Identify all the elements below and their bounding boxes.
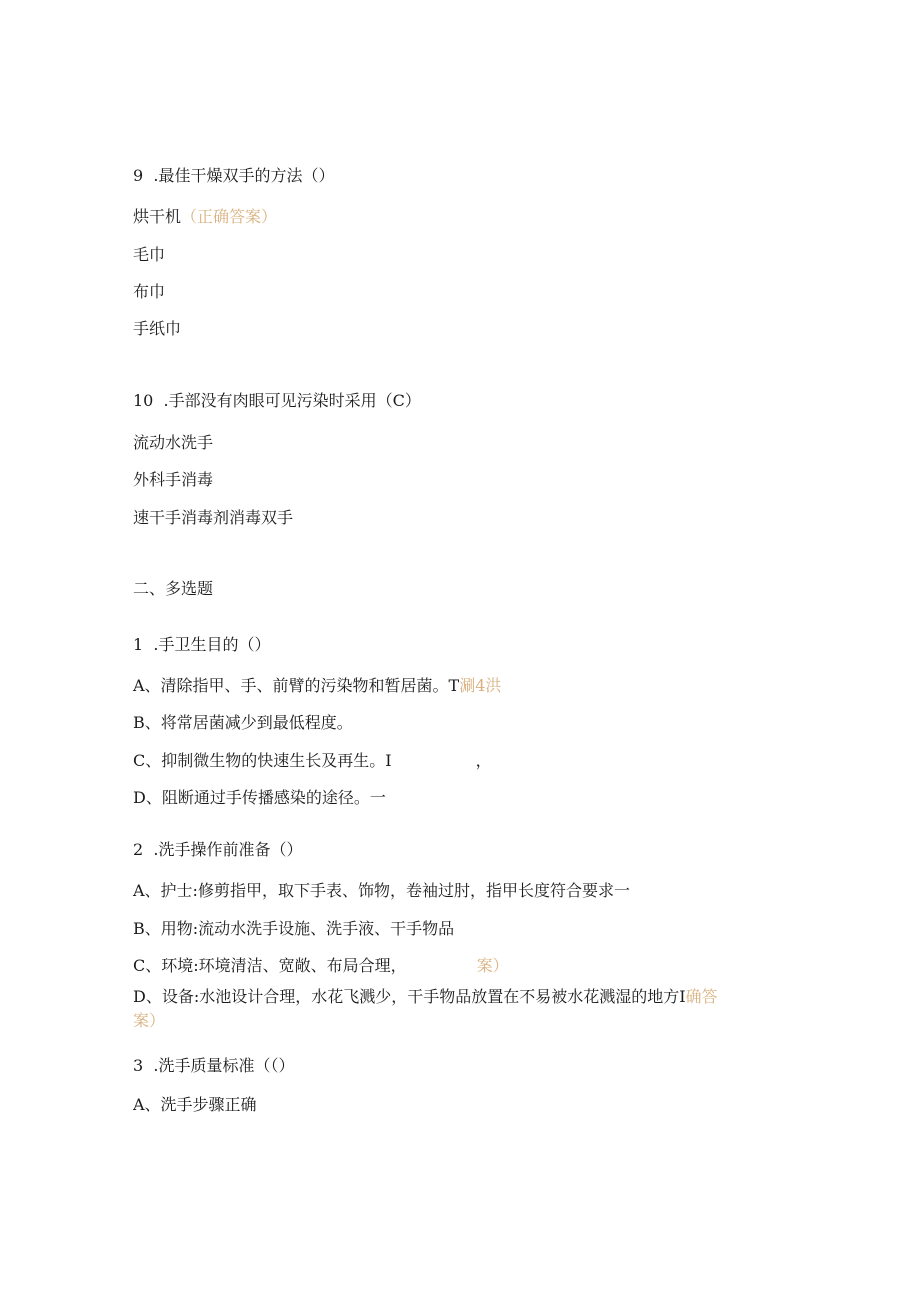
option-text: C、抑制微生物的快速生长及再生。I	[133, 751, 392, 770]
q9-option-1	[133, 206, 277, 228]
option-text: 烘干机	[133, 207, 182, 226]
m2-option-c	[133, 955, 509, 977]
q9-option-3: 布巾	[133, 282, 166, 301]
m3-option-a: A、洗手步骤正确	[133, 1095, 257, 1114]
q9-option-2: 毛巾	[133, 245, 166, 264]
m2-option-d-continuation: 案）	[133, 1011, 166, 1030]
option-text: A、清除指甲、手、前臂的污染物和暂居菌。T	[133, 676, 460, 695]
m1-option-a	[133, 675, 501, 697]
option-tail: ，	[475, 751, 492, 770]
answer-mark: 案）	[476, 956, 509, 975]
question-9: 9 .最佳干燥双手的方法（）	[133, 166, 335, 185]
option-text: C、环境:环境清洁、宽敞、布局合理，	[133, 956, 407, 975]
m1-option-b: B、将常居菌减少到最低程度。	[133, 713, 353, 732]
answer-mark: 确答	[685, 987, 718, 1006]
question-10: 10 .手部没有肉眼可见污染时采用（C）	[133, 391, 421, 410]
m1-option-c	[133, 750, 492, 772]
section-title: 二、多选题	[133, 579, 214, 598]
m2-option-d	[133, 986, 718, 1008]
q9-option-4: 手纸巾	[133, 319, 182, 338]
multi-question-3: 3 .洗手质量标准（（）	[133, 1056, 295, 1075]
m2-option-a: A、护士:修剪指甲，取下手表、饰物，卷袖过肘，指甲长度符合要求一	[133, 881, 630, 900]
answer-mark: 涮4洪	[459, 676, 502, 695]
correct-answer-mark: （正确答案）	[181, 207, 278, 226]
q10-option-1: 流动水洗手	[133, 433, 214, 452]
m2-option-b: B、用物:流动水洗手设施、洗手液、干手物品	[133, 919, 455, 938]
multi-question-2: 2 .洗手操作前准备（）	[133, 840, 303, 859]
option-text: D、设备:水池设计合理，水花飞溅少，干手物品放置在不易被水花溅湿的地方I	[133, 987, 686, 1006]
m1-option-d: D、阻断通过手传播感染的途径。一	[133, 788, 386, 807]
q10-option-2: 外科手消毒	[133, 470, 214, 489]
q10-option-3: 速干手消毒剂消毒双手	[133, 508, 294, 527]
multi-question-1: 1 .手卫生目的（）	[133, 635, 271, 654]
